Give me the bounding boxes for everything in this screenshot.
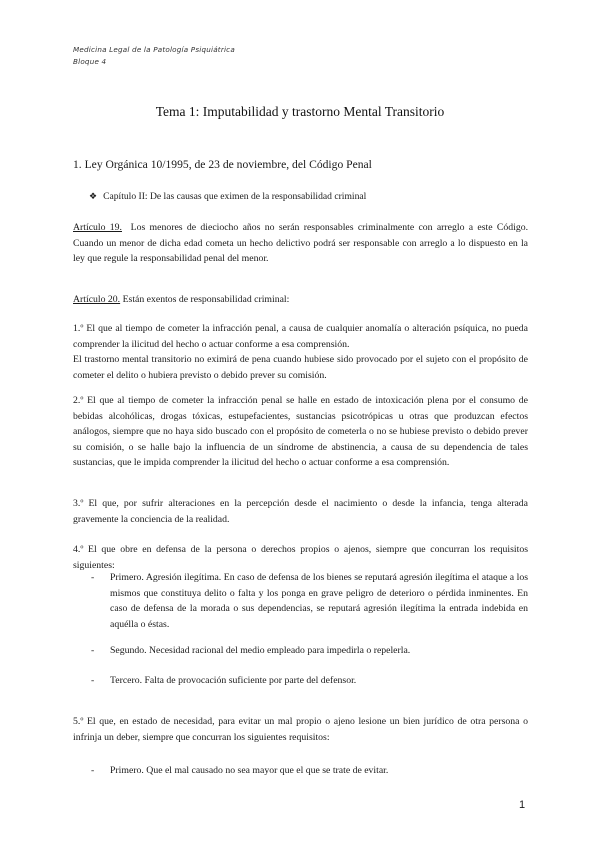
- diamond-bullet-icon: ❖: [89, 192, 98, 202]
- list-item-text: Primero. Agresión ilegítima. En caso de defensa de los bienes se reputará agresión ilegítima el ataque a los mismos que constituya delito o falta y los ponga en grave peligro de deterioro o pérdida inminentes. En caso de defensa de la morada o sus dependencias, se reputará agresión ilegítima la entrada indebida en aquélla o éstas.: [110, 572, 528, 630]
- running-header: [73, 44, 235, 68]
- paragraph-1: [73, 321, 528, 383]
- paragraph-2: [73, 393, 528, 471]
- paragraph-4-text: 4.º El que obre en defensa de la persona o derechos propios o ajenos, siempre que concurran los requisitos siguientes:: [73, 544, 528, 571]
- dash-bullet: -: [91, 572, 95, 583]
- paragraph-3: [73, 496, 528, 527]
- page-title: Tema 1: Imputabilidad y trastorno Mental Transitorio: [155, 104, 445, 119]
- article-20-label: Artículo 20.: [73, 294, 121, 305]
- list-item: [91, 570, 528, 632]
- paragraph-4: [73, 542, 528, 573]
- list-item: [91, 763, 528, 779]
- header-block: Bloque 4: [73, 57, 107, 66]
- article-19-label: Artículo 19.: [73, 222, 122, 233]
- dash-bullet: -: [91, 645, 95, 656]
- article-19-text: Los menores de dieciocho años no serán responsables criminalmente con arreglo a este Código. Cuando un menor de dicha edad cometa un hecho delictivo podrá ser responsable con arreglo a lo dispuesto en la ley que regule la responsabilidad penal del menor.: [73, 222, 529, 264]
- list-item-text: Primero. Que el mal causado no sea mayor que el que se trate de evitar.: [110, 765, 389, 776]
- paragraph-5-text: 5.º El que, en estado de necesidad, para evitar un mal propio o ajeno lesione un bien jurídico de otra persona o infrinja un deber, siempre que concurran los siguientes requisitos:: [73, 716, 528, 743]
- paragraph-5: [73, 714, 528, 745]
- article-20-intro: [73, 292, 528, 308]
- page-number: 1: [519, 799, 526, 811]
- dash-bullet: -: [91, 675, 95, 686]
- article-20-intro-text: Están exentos de responsabilidad criminal:: [122, 294, 290, 305]
- list-item: [91, 643, 528, 659]
- list-item: [91, 673, 528, 689]
- paragraph-2-text: 2.º El que al tiempo de cometer la infracción penal se halle en estado de intoxicación plena por el consumo de bebidas alcohólicas, drogas tóxicas, estupefacientes, sustancias psicotrópicas u otras que produzcan efectos análogos, siempre que no haya sido buscado con el propósito de cometerla o no se hubiese previsto o debido prever su comisión, o se halle bajo la influencia de un síndrome de abstinencia, a causa de su dependencia de tales sustancias, que le impida comprender la ilicitud del hecho o actuar conforme a esa comprensión.: [73, 395, 528, 468]
- paragraph-3-text: 3.º El que, por sufrir alteraciones en la percepción desde el nacimiento o desde la infancia, tenga alterada gravemente la conciencia de la realidad.: [73, 498, 528, 525]
- chapter-bullet: [89, 191, 366, 202]
- chapter-title: Capítulo II: De las causas que eximen de la responsabilidad criminal: [103, 191, 367, 202]
- article-19: [73, 220, 528, 267]
- dash-bullet: -: [91, 765, 95, 776]
- paragraph-1-note: El trastorno mental transitorio no eximirá de pena cuando hubiese sido provocado por el sujeto con el propósito de cometer el delito o hubiera previsto o debido prever su comisión.: [73, 354, 528, 381]
- section-heading: 1. Ley Orgánica 10/1995, de 23 de noviembre, del Código Penal: [73, 158, 372, 171]
- list-item-text: Segundo. Necesidad racional del medio empleado para impedirla o repelerla.: [110, 645, 411, 656]
- paragraph-1-text: 1.º El que al tiempo de cometer la infracción penal, a causa de cualquier anomalía o alteración psíquica, no pueda comprender la ilicitud del hecho o actuar conforme a esa comprensión.: [73, 323, 528, 350]
- list-item-text: Tercero. Falta de provocación suficiente por parte del defensor.: [110, 675, 357, 686]
- header-course: Medicina Legal de la Patología Psiquiátrica: [73, 45, 235, 54]
